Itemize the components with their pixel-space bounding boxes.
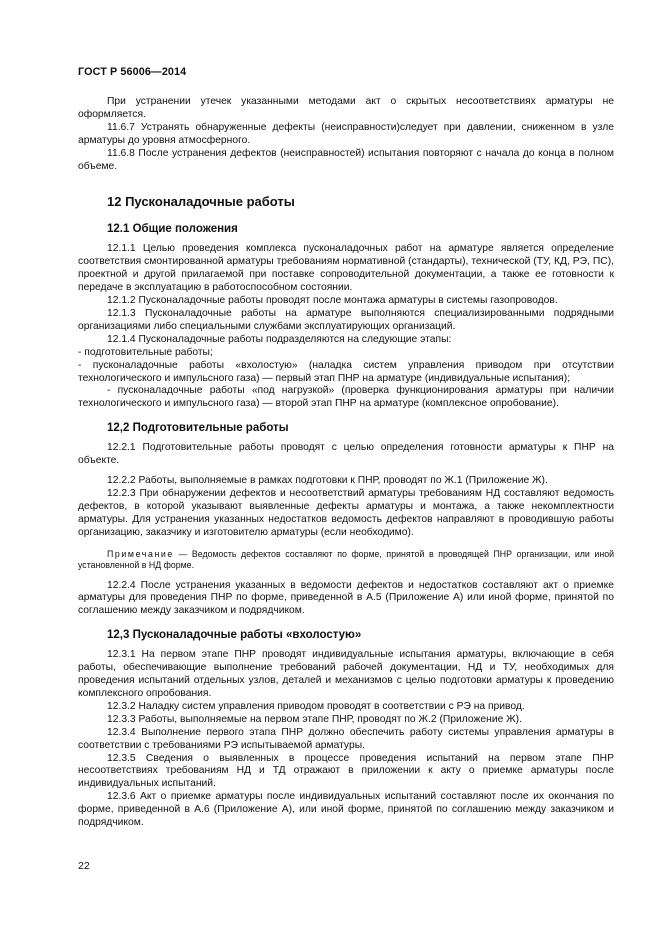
clause-12-1-2: 12.1.2 Пусконаладочные работы проводят после монтажа арматуры в системы газопроводов. <box>107 295 558 307</box>
clause-11-6-8: 11.6.8 После устранения дефектов (неисправностей) испытания повторяют с начала до конца в полном объеме. <box>78 147 614 172</box>
list-item: - пусконаладочные работы «вхолостую» (наладка систем управления приводом при отсутствии технологического и импульсного газа) — первый этап ПНР на арматуре (индивидуальные испытания); <box>78 359 614 384</box>
page-number: 22 <box>78 860 90 872</box>
subsection-heading-12-2: 12,2 Подготовительные работы <box>107 422 289 435</box>
paragraph: При устранении утечек указанными методами акт о скрытых несоответствиях арматуры не оформляется. <box>78 96 614 120</box>
clause-12-3-3: 12.3.3 Работы, выполняемые на первом этапе ПНР, проводят по Ж.2 (Приложение Ж). <box>107 713 522 725</box>
clause-12-1-4: 12.1.4 Пусконаладочные работы подразделяются на следующие этапы: <box>107 333 452 345</box>
document-body <box>78 96 614 830</box>
clause-12-2-2: 12.2.2 Работы, выполняемые в рамках подготовки к ПНР, проводят по Ж.1 (Приложение Ж). <box>107 475 548 487</box>
clause-12-3-4: 12.3.4 Выполнение первого этапа ПНР должно обеспечить работу системы управления арматуры в соответствии с требованиями РЭ испытываемой арматуры. <box>78 726 614 751</box>
list-item: - подготовительные работы; <box>78 346 213 358</box>
subsection-heading-12-1: 12.1 Общие положения <box>107 223 238 236</box>
clause-12-3-1: 12.3.1 На первом этапе ПНР проводят индивидуальные испытания арматуры, включающие в себя работы, обеспечивающие выполнение требований рабочей документации, НД и ТУ, необходимых для проведения испытаний отдельных узлов, деталей и механизмов с целью подготовки арматуры к проведению комплексного опробования. <box>78 649 614 699</box>
clause-12-3-2: 12.3.2 Наладку систем управления приводом проводят в соответствии с РЭ на привод. <box>107 700 525 712</box>
section-heading-12: 12 Пусконаладочные работы <box>107 194 295 210</box>
clause-12-2-4: 12.2.4 После устранения указанных в ведомости дефектов и недостатков составляют акт о приемке арматуры для проведения ПНР по форме, приведенной в А.5 (Приложение А) или иной форме, принятой по соглашению между заказчиком и подрядчиком. <box>78 579 614 617</box>
clause-12-3-6: 12.3.6 Акт о приемке арматуры после индивидуальных испытаний составляют после их окончания по форме, приведенной в А.6 (Приложение А), или иной форме, принятой по соглашению между заказчиком и подрядчиком. <box>78 791 614 829</box>
clause-12-1-1: 12.1.1 Целью проведения комплекса пусконаладочных работ на арматуре является определение соответствия смонтированной арматуры требованиям нормативной (стандарты), технической (ТУ, КД, РЭ, ПС), проектной и другой прилагаемой при поставке сопроводительной документации, а также ее готовности к передаче в эксплуатацию в работоспособном состоянии. <box>78 243 614 294</box>
note-text: — Ведомость дефектов составляют по форме, принятой в проводящей ПНР организации, или иной установленной в НД форме. <box>78 548 614 570</box>
document-header: ГОСТ Р 56006—2014 <box>78 66 187 78</box>
clause-12-2-1: 12.2.1 Подготовительные работы проводят с целью определения готовности арматуры к ПНР на объекте. <box>78 442 614 467</box>
note <box>78 549 614 571</box>
note-label: Примечание <box>107 548 174 559</box>
clause-12-1-3: 12.1.3 Пусконаладочные работы на арматуре выполняются специализированными подрядными организациями либо специальными службами эксплуатирующих организаций. <box>78 307 614 332</box>
clause-11-6-7: 11.6.7 Устранять обнаруженные дефекты (неисправности)следует при давлении, сниженном в узле арматуры до уровня атмосферного. <box>78 121 614 146</box>
subsection-heading-12-3: 12,3 Пусконаладочные работы «вхолостую» <box>107 629 362 642</box>
list-item: - пусконаладочные работы «под нагрузкой» (проверка функционирования арматуры при наличии технологического и импульсного газа) — второй этап ПНР на арматуре (комплексное опробование). <box>78 385 614 410</box>
clause-12-2-3: 12.2.3 При обнаружении дефектов и несоответствий арматуры требованиям НД составляют ведомость дефектов, в которой указывают выявленные дефекты арматуры и монтажа, а также некомплектности арматуры. Для устранения указанных недостатков ведомость дефектов направляют в проводившую работы организацию, заказчику и изготовителю арматуры (если необходимо). <box>78 487 614 538</box>
clause-12-3-5: 12.3.5 Сведения о выявленных в процессе проведения испытаний на первом этапе ПНР несоответствиях требованиям НД и ТД отражают в приложении к акту о приемке арматуры после индивидуальных испытаний. <box>78 752 614 790</box>
